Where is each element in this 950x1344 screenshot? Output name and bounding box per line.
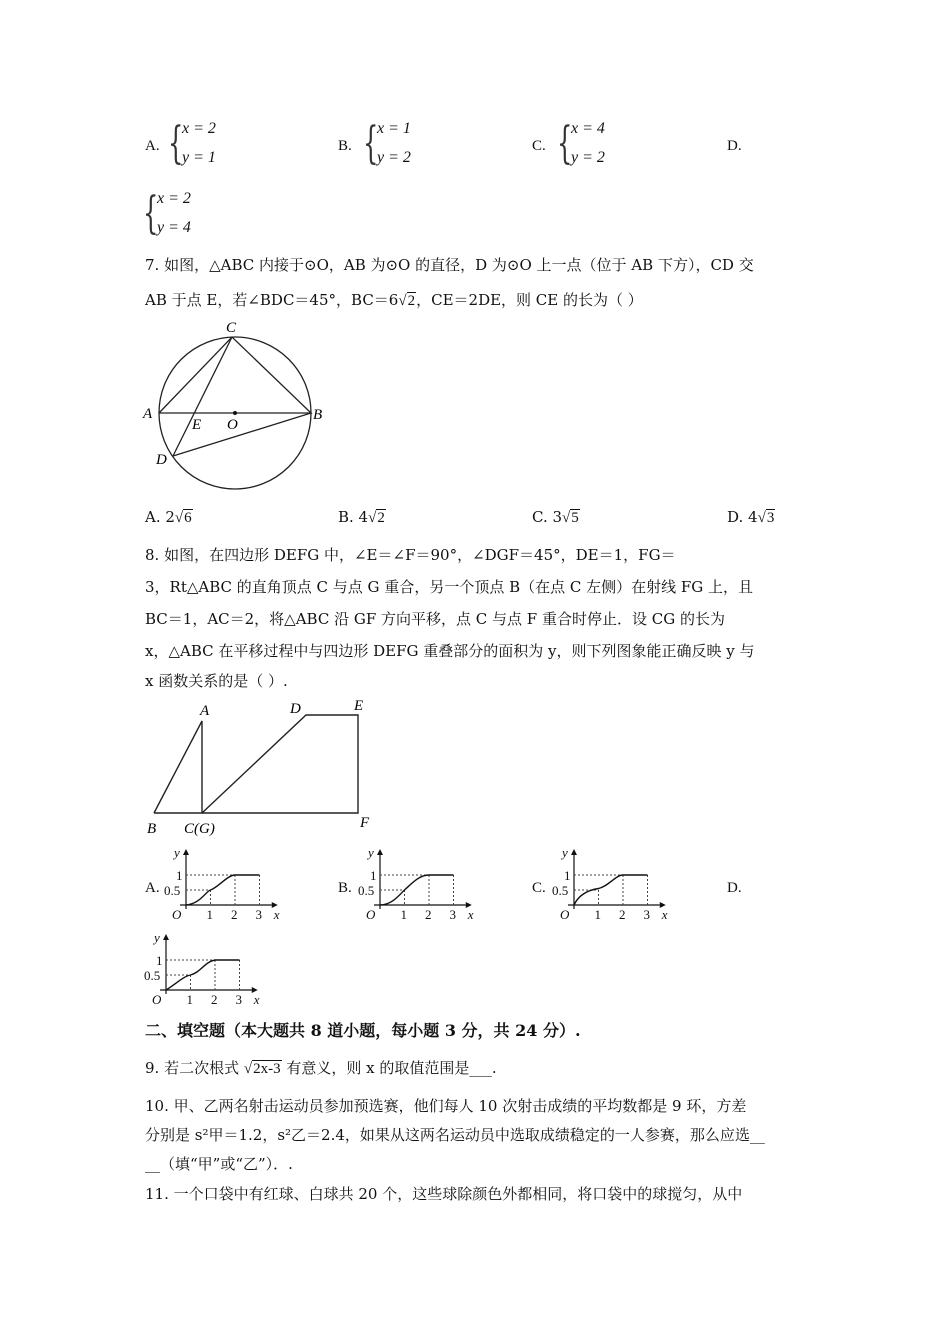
q10-text-line-2: 分别是 s²甲＝1.2，s²乙＝2.4，如果从这两名运动员中选取成绩稳定的一人参赛，那么应选__ bbox=[145, 1126, 765, 1144]
label-cg: C(G) bbox=[184, 821, 215, 837]
x-axis-label: x bbox=[253, 992, 260, 1007]
x-axis-label: x bbox=[273, 907, 280, 922]
label-e: E bbox=[354, 698, 364, 714]
tick-label-x1: 1 bbox=[400, 907, 407, 922]
origin-label: O bbox=[560, 907, 570, 922]
label-f: F bbox=[360, 815, 370, 831]
q6-option-d-label: D. bbox=[727, 138, 742, 154]
label-b: B bbox=[313, 407, 323, 423]
q6-option-c-system: { x = 4 y = 2 bbox=[557, 118, 605, 169]
y-axis-label: y bbox=[562, 845, 568, 860]
tick-label-x2: 2 bbox=[425, 907, 432, 922]
q8-option-a-label: A. bbox=[145, 880, 160, 896]
q10-text-line-3: __（填“甲”或“乙”）．. bbox=[145, 1155, 293, 1173]
q11-text-line-1: 11. 一个口袋中有红球、白球共 20 个，这些球除颜色外都相同，将口袋中的球搅匀，从中 bbox=[145, 1185, 743, 1203]
tick-label-x3: 3 bbox=[449, 907, 456, 922]
center-point bbox=[233, 411, 237, 415]
tick-label-y05: 0.5 bbox=[144, 968, 161, 983]
q6-option-d-system: { x = 2 y = 4 bbox=[143, 188, 191, 239]
q7-option-d: D. 4√3 bbox=[727, 508, 775, 526]
triangle-abc bbox=[159, 337, 311, 413]
q8-text-line-1: 8. 如图，在四边形 DEFG 中，∠E＝∠F＝90°，∠DGF＝45°，DE＝1，FG＝ bbox=[145, 546, 676, 564]
q7-text-line-2: AB 于点 E，若∠BDC＝45°，BC＝6√2，CE＝2DE，则 CE 的长为（ ） bbox=[145, 291, 643, 309]
label-e: E bbox=[192, 417, 202, 433]
q8-option-a-graph bbox=[160, 845, 285, 923]
q6-option-a-system: { x = 2 y = 1 bbox=[168, 118, 216, 169]
label-d: D bbox=[290, 701, 301, 717]
section-2-heading: 二、填空题（本大题共 8 道小题，每小题 3 分，共 24 分）. bbox=[145, 1021, 581, 1040]
y-axis-label: y bbox=[368, 845, 374, 860]
y-axis-label: y bbox=[154, 930, 160, 945]
q6-option-a-label: A. bbox=[145, 138, 160, 154]
q8-option-d-graph bbox=[140, 930, 265, 1008]
y-axis-label: y bbox=[174, 845, 180, 860]
q8-text-line-2: 3，Rt△ABC 的直角顶点 C 与点 G 重合，另一个顶点 B（在点 C 左侧）在射线 FG 上，且 bbox=[145, 578, 754, 596]
q8-quadrilateral-figure bbox=[140, 695, 380, 840]
q8-option-c-label: C. bbox=[532, 880, 546, 896]
graph-curve bbox=[186, 875, 260, 905]
tick-label-x1: 1 bbox=[186, 992, 193, 1007]
q8-option-d-label: D. bbox=[727, 880, 742, 896]
label-a: A bbox=[143, 406, 153, 422]
segment-cd bbox=[173, 337, 232, 456]
origin-label: O bbox=[152, 992, 162, 1007]
tick-label-x3: 3 bbox=[255, 907, 262, 922]
q7-text-line-1: 7. 如图，△ABC 内接于⊙O，AB 为⊙O 的直径，D 为⊙O 上一点（位于 AB 下方），CD 交 bbox=[145, 256, 754, 274]
label-b: B bbox=[147, 821, 157, 837]
y-axis-arrow bbox=[377, 849, 383, 855]
tick-label-x1: 1 bbox=[594, 907, 601, 922]
tick-label-y1: 1 bbox=[176, 868, 183, 883]
tick-label-y05: 0.5 bbox=[164, 883, 181, 898]
q8-option-b-graph bbox=[354, 845, 479, 923]
y-axis-arrow bbox=[163, 934, 169, 940]
y-axis-arrow bbox=[571, 849, 577, 855]
q8-text-line-4: x，△ABC 在平移过程中与四边形 DEFG 重叠部分的面积为 y，则下列图象能正确反映 y 与 bbox=[145, 642, 755, 660]
q9-text: 9. 若二次根式 √2x-3 有意义，则 x 的取值范围是___. bbox=[145, 1059, 497, 1077]
q8-text-line-3: BC＝1，AC＝2，将△ABC 沿 GF 方向平移，点 C 与点 F 重合时停止．设 CG 的长为 bbox=[145, 610, 725, 628]
q7-option-b: B. 4√2 bbox=[338, 508, 385, 526]
y-axis-arrow bbox=[183, 849, 189, 855]
tick-label-x1: 1 bbox=[206, 907, 213, 922]
tick-label-y1: 1 bbox=[564, 868, 571, 883]
q10-text-line-1: 10. 甲、乙两名射击运动员参加预选赛，他们每人 10 次射击成绩的平均数都是 9 环，方差 bbox=[145, 1097, 747, 1115]
q8-text-line-5: x 函数关系的是（ ）. bbox=[145, 672, 288, 690]
x-axis-label: x bbox=[467, 907, 474, 922]
tick-label-x3: 3 bbox=[235, 992, 242, 1007]
graph-curve bbox=[380, 875, 454, 905]
q6-option-b-system: { x = 1 y = 2 bbox=[363, 118, 411, 169]
graph-curve bbox=[166, 960, 240, 990]
tick-label-y05: 0.5 bbox=[358, 883, 375, 898]
tick-label-y1: 1 bbox=[156, 953, 163, 968]
q6-option-c-label: C. bbox=[532, 138, 546, 154]
q7-option-a: A. 2√6 bbox=[145, 508, 192, 526]
q6-option-b-label: B. bbox=[338, 138, 352, 154]
q8-option-c-graph bbox=[548, 845, 673, 923]
tick-label-y1: 1 bbox=[370, 868, 377, 883]
origin-label: O bbox=[366, 907, 376, 922]
triangle-abc bbox=[154, 721, 202, 813]
origin-label: O bbox=[172, 907, 182, 922]
label-o: O bbox=[227, 417, 238, 433]
tick-label-x2: 2 bbox=[231, 907, 238, 922]
tick-label-x2: 2 bbox=[211, 992, 218, 1007]
tick-label-x2: 2 bbox=[619, 907, 626, 922]
tick-label-y05: 0.5 bbox=[552, 883, 569, 898]
q7-circle-figure bbox=[138, 315, 338, 495]
q8-option-b-label: B. bbox=[338, 880, 352, 896]
label-d: D bbox=[156, 452, 167, 468]
q7-option-c: C. 3√5 bbox=[532, 508, 579, 526]
label-c: C bbox=[226, 320, 237, 336]
label-a: A bbox=[200, 703, 210, 719]
tick-label-x3: 3 bbox=[643, 907, 650, 922]
graph-curve bbox=[574, 875, 648, 905]
quadrilateral-defg bbox=[202, 715, 358, 813]
x-axis-label: x bbox=[661, 907, 668, 922]
